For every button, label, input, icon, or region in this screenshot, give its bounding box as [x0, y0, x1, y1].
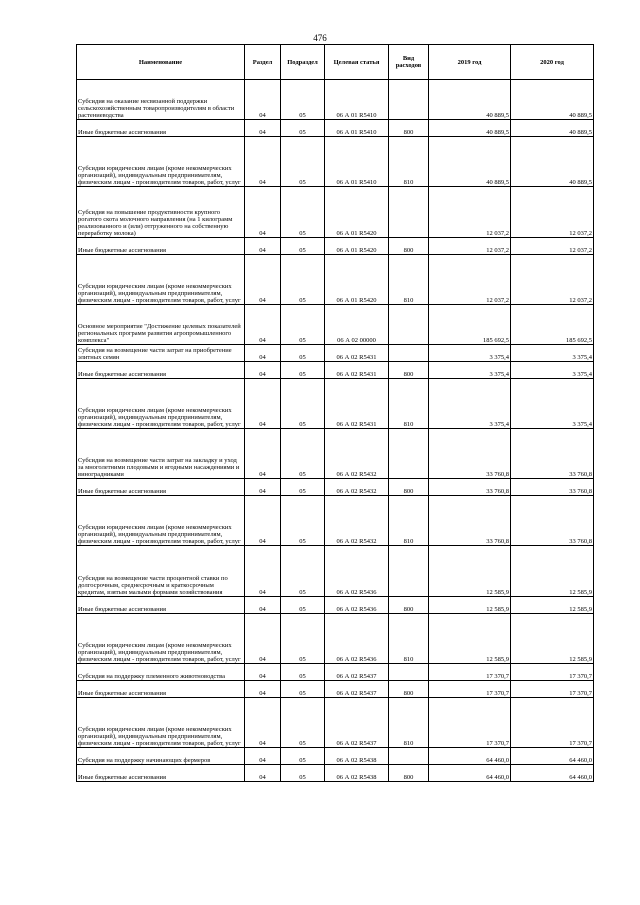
row-target: 06 А 02 00000: [325, 305, 389, 345]
row-exp-type: 800: [389, 238, 429, 255]
table-row: [77, 614, 594, 664]
row-exp-type: [389, 429, 429, 479]
row-name: Субсидии юридическим лицам (кроме некоммерческих организаций), индивидуальным предпринимателям, физическим лицам - производителям товаров, работ, услуг: [77, 137, 245, 187]
budget-table: [76, 44, 594, 782]
table-row: [77, 379, 594, 429]
row-value-2020: 40 889,5: [511, 80, 594, 120]
row-value-2019: 12 585,9: [429, 546, 511, 597]
row-exp-type: [389, 748, 429, 765]
row-value-2020: 12 037,2: [511, 238, 594, 255]
row-exp-type: 810: [389, 379, 429, 429]
row-name: Субсидия на поддержку племенного животноводства: [77, 664, 245, 681]
row-name: Субсидии юридическим лицам (кроме некоммерческих организаций), индивидуальным предпринимателям, физическим лицам - производителям товаров, работ, услуг: [77, 698, 245, 748]
row-exp-type: 800: [389, 765, 429, 782]
row-target: 06 А 01 R5420: [325, 187, 389, 238]
row-exp-type: 800: [389, 479, 429, 496]
row-name: Иные бюджетные ассигнования: [77, 479, 245, 496]
row-exp-type: [389, 345, 429, 362]
row-value-2020: 12 037,2: [511, 187, 594, 238]
row-value-2020: 12 585,9: [511, 597, 594, 614]
row-subsection: 05: [281, 305, 325, 345]
row-value-2019: 185 692,5: [429, 305, 511, 345]
row-value-2019: 3 375,4: [429, 379, 511, 429]
row-subsection: 05: [281, 379, 325, 429]
row-exp-type: 810: [389, 137, 429, 187]
row-name: Иные бюджетные ассигнования: [77, 238, 245, 255]
table-row: [77, 187, 594, 238]
header-row: [77, 45, 594, 80]
table-row: [77, 681, 594, 698]
row-target: 06 А 02 R5436: [325, 546, 389, 597]
row-subsection: 05: [281, 496, 325, 546]
row-section: 04: [245, 748, 281, 765]
row-target: 06 А 02 R5432: [325, 479, 389, 496]
row-target: 06 А 02 R5432: [325, 429, 389, 479]
table-row: [77, 345, 594, 362]
row-section: 04: [245, 187, 281, 238]
table-row: [77, 238, 594, 255]
table-row: [77, 664, 594, 681]
table-row: [77, 698, 594, 748]
row-target: 06 А 01 R5420: [325, 255, 389, 305]
row-exp-type: [389, 80, 429, 120]
row-section: 04: [245, 614, 281, 664]
row-section: 04: [245, 479, 281, 496]
row-section: 04: [245, 362, 281, 379]
page-number: 476: [313, 33, 327, 43]
row-target: 06 А 02 R5437: [325, 698, 389, 748]
row-value-2019: 33 760,8: [429, 496, 511, 546]
row-target: 06 А 02 R5431: [325, 362, 389, 379]
row-value-2019: 12 037,2: [429, 255, 511, 305]
row-value-2020: 12 585,9: [511, 614, 594, 664]
row-value-2019: 12 037,2: [429, 238, 511, 255]
row-value-2020: 17 370,7: [511, 664, 594, 681]
row-exp-type: 800: [389, 597, 429, 614]
row-value-2020: 33 760,8: [511, 479, 594, 496]
row-value-2020: 64 460,0: [511, 765, 594, 782]
row-section: 04: [245, 80, 281, 120]
row-subsection: 05: [281, 765, 325, 782]
table-row: [77, 748, 594, 765]
row-target: 06 А 02 R5438: [325, 765, 389, 782]
row-value-2019: 64 460,0: [429, 748, 511, 765]
row-subsection: 05: [281, 80, 325, 120]
row-target: 06 А 02 R5436: [325, 614, 389, 664]
row-subsection: 05: [281, 345, 325, 362]
row-subsection: 05: [281, 429, 325, 479]
row-value-2020: 40 889,5: [511, 137, 594, 187]
header-exp-type: Вид расходов: [389, 45, 429, 80]
row-value-2020: 64 460,0: [511, 748, 594, 765]
table-row: [77, 362, 594, 379]
row-name: Субсидия на оказание несвязанной поддержки сельскохозяйственным товаропроизводителям в области растениеводства: [77, 80, 245, 120]
table-row: [77, 429, 594, 479]
row-name: Субсидия на повышение продуктивности крупного рогатого скота молочного направления (на 1 килограмм реализованного и (или) отгруженного на собственную переработку молока): [77, 187, 245, 238]
row-target: 06 А 01 R5410: [325, 137, 389, 187]
row-subsection: 05: [281, 546, 325, 597]
row-target: 06 А 01 R5420: [325, 238, 389, 255]
row-name: Субсидия на возмещение части затрат на закладку и уход за многолетними плодовыми и ягодными насаждениями и виноградниками: [77, 429, 245, 479]
header-section: Раздел: [245, 45, 281, 80]
row-exp-type: [389, 305, 429, 345]
header-target: Целевая статья: [325, 45, 389, 80]
row-name: Субсидия на возмещение части затрат на приобретение элитных семян: [77, 345, 245, 362]
row-subsection: 05: [281, 479, 325, 496]
row-section: 04: [245, 255, 281, 305]
row-exp-type: 800: [389, 681, 429, 698]
row-name: Иные бюджетные ассигнования: [77, 120, 245, 137]
row-section: 04: [245, 496, 281, 546]
row-value-2020: 33 760,8: [511, 496, 594, 546]
row-value-2019: 3 375,4: [429, 345, 511, 362]
row-value-2020: 33 760,8: [511, 429, 594, 479]
row-value-2019: 12 585,9: [429, 614, 511, 664]
row-value-2020: 185 692,5: [511, 305, 594, 345]
row-value-2019: 12 037,2: [429, 187, 511, 238]
row-value-2019: 17 370,7: [429, 698, 511, 748]
row-value-2020: 17 370,7: [511, 698, 594, 748]
row-name: Субсидии юридическим лицам (кроме некоммерческих организаций), индивидуальным предпринимателям, физическим лицам - производителям товаров, работ, услуг: [77, 379, 245, 429]
row-section: 04: [245, 765, 281, 782]
row-section: 04: [245, 681, 281, 698]
row-name: Иные бюджетные ассигнования: [77, 681, 245, 698]
row-value-2019: 40 889,5: [429, 137, 511, 187]
header-subsection: Подраздел: [281, 45, 325, 80]
row-exp-type: 810: [389, 698, 429, 748]
row-name: Иные бюджетные ассигнования: [77, 597, 245, 614]
row-name: Субсидии юридическим лицам (кроме некоммерческих организаций), индивидуальным предпринимателям, физическим лицам - производителям товаров, работ, услуг: [77, 614, 245, 664]
row-exp-type: [389, 187, 429, 238]
row-value-2020: 17 370,7: [511, 681, 594, 698]
row-name: Основное мероприятие "Достижение целевых показателей региональных программ развития агропромышленного комплекса": [77, 305, 245, 345]
row-section: 04: [245, 698, 281, 748]
row-value-2019: 12 585,9: [429, 597, 511, 614]
table-row: [77, 137, 594, 187]
row-target: 06 А 02 R5437: [325, 681, 389, 698]
row-value-2019: 17 370,7: [429, 664, 511, 681]
row-target: 06 А 02 R5437: [325, 664, 389, 681]
row-value-2019: 64 460,0: [429, 765, 511, 782]
row-name: Иные бюджетные ассигнования: [77, 362, 245, 379]
row-subsection: 05: [281, 698, 325, 748]
row-section: 04: [245, 379, 281, 429]
row-target: 06 А 02 R5431: [325, 345, 389, 362]
row-exp-type: 810: [389, 255, 429, 305]
row-target: 06 А 02 R5436: [325, 597, 389, 614]
row-subsection: 05: [281, 681, 325, 698]
row-exp-type: 800: [389, 362, 429, 379]
table-row: [77, 120, 594, 137]
row-value-2019: 40 889,5: [429, 120, 511, 137]
row-value-2020: 40 889,5: [511, 120, 594, 137]
row-value-2020: 3 375,4: [511, 362, 594, 379]
row-section: 04: [245, 597, 281, 614]
row-value-2019: 33 760,8: [429, 429, 511, 479]
row-exp-type: [389, 664, 429, 681]
row-target: 06 А 01 R5410: [325, 120, 389, 137]
row-section: 04: [245, 305, 281, 345]
row-exp-type: 800: [389, 120, 429, 137]
row-exp-type: [389, 546, 429, 597]
row-subsection: 05: [281, 137, 325, 187]
table-row: [77, 546, 594, 597]
row-section: 04: [245, 238, 281, 255]
row-target: 06 А 02 R5432: [325, 496, 389, 546]
table-row: [77, 305, 594, 345]
table-row: [77, 80, 594, 120]
row-target: 06 А 01 R5410: [325, 80, 389, 120]
row-section: 04: [245, 546, 281, 597]
header-2020: 2020 год: [511, 45, 594, 80]
row-subsection: 05: [281, 255, 325, 305]
row-value-2019: 17 370,7: [429, 681, 511, 698]
row-name: Иные бюджетные ассигнования: [77, 765, 245, 782]
row-subsection: 05: [281, 597, 325, 614]
row-section: 04: [245, 664, 281, 681]
row-target: 06 А 02 R5438: [325, 748, 389, 765]
row-subsection: 05: [281, 748, 325, 765]
row-section: 04: [245, 120, 281, 137]
table-row: [77, 597, 594, 614]
row-value-2020: 3 375,4: [511, 379, 594, 429]
row-value-2019: 3 375,4: [429, 362, 511, 379]
row-subsection: 05: [281, 664, 325, 681]
header-name: Наименование: [77, 45, 245, 80]
row-value-2020: 3 375,4: [511, 345, 594, 362]
row-section: 04: [245, 345, 281, 362]
table-row: [77, 496, 594, 546]
row-name: Субсидия на поддержку начинающих фермеров: [77, 748, 245, 765]
row-name: Субсидии юридическим лицам (кроме некоммерческих организаций), индивидуальным предпринимателям, физическим лицам - производителям товаров, работ, услуг: [77, 496, 245, 546]
row-value-2019: 40 889,5: [429, 80, 511, 120]
table-row: [77, 255, 594, 305]
row-exp-type: 810: [389, 614, 429, 664]
row-name: Субсидии юридическим лицам (кроме некоммерческих организаций), индивидуальным предпринимателям, физическим лицам - производителям товаров, работ, услуг: [77, 255, 245, 305]
row-section: 04: [245, 137, 281, 187]
row-value-2019: 33 760,8: [429, 479, 511, 496]
header-2019: 2019 год: [429, 45, 511, 80]
row-subsection: 05: [281, 362, 325, 379]
row-name: Субсидия на возмещение части процентной ставки по долгосрочным, среднесрочным и краткосрочным кредитам, взятым малыми формами хозяйствования: [77, 546, 245, 597]
row-value-2020: 12 037,2: [511, 255, 594, 305]
row-exp-type: 810: [389, 496, 429, 546]
table-row: [77, 479, 594, 496]
row-section: 04: [245, 429, 281, 479]
row-subsection: 05: [281, 238, 325, 255]
row-value-2020: 12 585,9: [511, 546, 594, 597]
row-subsection: 05: [281, 120, 325, 137]
row-subsection: 05: [281, 187, 325, 238]
row-target: 06 А 02 R5431: [325, 379, 389, 429]
table-row: [77, 765, 594, 782]
row-subsection: 05: [281, 614, 325, 664]
